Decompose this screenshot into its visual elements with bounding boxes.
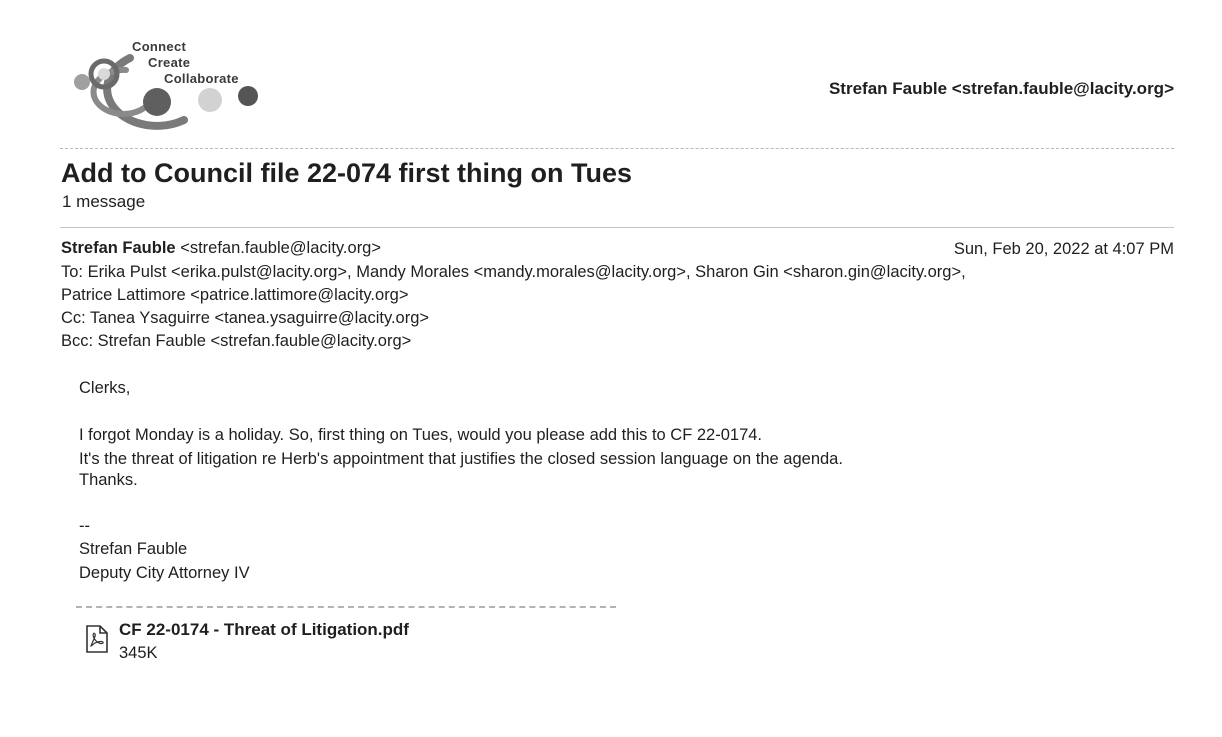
subject-divider <box>60 227 1174 228</box>
signature-title: Deputy City Attorney IV <box>79 564 250 582</box>
body-line-3: Thanks. <box>79 471 138 489</box>
attachment-name[interactable]: CF 22-0174 - Threat of Litigation.pdf <box>119 620 409 639</box>
logo-line-connect: Connect <box>132 39 187 54</box>
body-line-1: I forgot Monday is a holiday. So, first thing on Tues, would you please add this to CF 22-0174. <box>79 426 763 444</box>
logo <box>52 38 282 134</box>
sender-name: Strefan Fauble <box>61 239 176 257</box>
message-count: 1 message <box>62 192 146 211</box>
body-line-2: It's the threat of litigation re Herb's appointment that justifies the closed session language on the agenda. <box>79 450 843 468</box>
body-greeting: Clerks, <box>79 379 131 397</box>
signature-name: Strefan Fauble <box>79 540 188 558</box>
account-header: Strefan Fauble <strefan.fauble@lacity.org> <box>828 79 1174 98</box>
bcc-recipients: Bcc: Strefan Fauble <strefan.fauble@lacity.org> <box>61 332 412 350</box>
attachment-divider <box>76 606 616 608</box>
sender-email: <strefan.fauble@lacity.org> <box>175 239 381 257</box>
message-date: Sun, Feb 20, 2022 at 4:07 PM <box>953 240 1174 258</box>
signature-separator: -- <box>79 517 90 535</box>
cc-recipients: Cc: Tanea Ysaguirre <tanea.ysaguirre@lacity.org> <box>61 309 430 327</box>
to-recipients-continued: Patrice Lattimore <patrice.lattimore@lacity.org> <box>61 286 409 304</box>
header-divider <box>60 148 1174 149</box>
logo-line-create: Create <box>148 55 191 70</box>
to-recipients: To: Erika Pulst <erika.pulst@lacity.org>, Mandy Morales <mandy.morales@lacity.org>, Sharon Gin <sharon.gin@lacity.org>, <box>61 263 966 281</box>
sender-line <box>61 239 381 258</box>
thread-subject: Add to Council file 22-074 first thing on Tues <box>61 158 633 188</box>
logo-line-collaborate: Collaborate <box>164 71 239 86</box>
pdf-file-icon[interactable] <box>84 624 110 654</box>
attachment-size: 345K <box>119 644 158 662</box>
